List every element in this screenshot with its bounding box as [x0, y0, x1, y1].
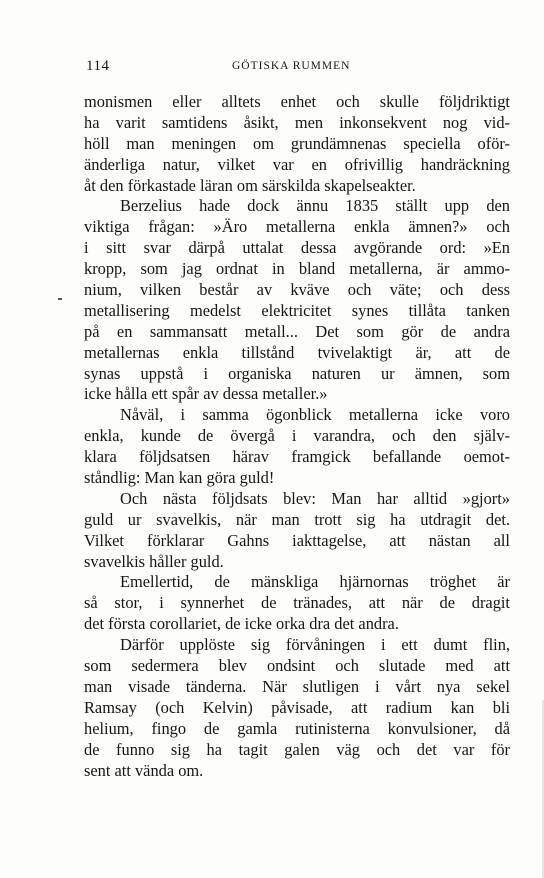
- text-line: Därför upplöste sig förvåningen i ett dumt flin,: [120, 635, 510, 655]
- text-line: monismen eller alltets enhet och skulle följdriktigt: [84, 92, 510, 111]
- running-header: [86, 58, 510, 78]
- text-line: som sedermera blev ondsint och slutade med att: [84, 656, 510, 676]
- running-title: GÖTISKA RUMMEN: [232, 60, 351, 72]
- text-line: åt den förkastade läran om särskilda skapelseakter.: [84, 175, 416, 195]
- text-line: metallernas enkla tillstånd tvivelaktigt är, att de: [84, 342, 510, 362]
- text-line: på en sammansatt metall... Det som gör de andra: [84, 321, 510, 341]
- text-line: helium, fingo de gamla rutinisterna konvulsioner, då: [84, 718, 510, 738]
- text-line: enkla, kunde de övergå i varandra, och den själv-: [84, 426, 510, 446]
- text-line: synas uppstå i organiska naturen ur ämnen, som: [84, 363, 510, 383]
- margin-mark: [58, 298, 62, 300]
- body-text: [84, 92, 510, 781]
- text-line: nium, vilken består av kväve och väte; och dess: [84, 280, 510, 300]
- text-line: det första corollariet, de icke orka dra det andra.: [84, 614, 399, 634]
- text-line: kropp, som jag ordnat in bland metallerna, är ammo-: [84, 259, 510, 279]
- text-line: ha varit samtidens åsikt, men inkonsekvent nog vid-: [84, 112, 510, 132]
- text-line: så stor, i synnerhet de tränades, att när de dragit: [84, 593, 510, 613]
- text-line: Berzelius hade dock ännu 1835 ställt upp den: [120, 196, 510, 216]
- text-line: sent att vända om.: [84, 760, 204, 780]
- text-line: metallisering medelst elektricitet synes tillåta tanken: [84, 300, 510, 320]
- text-line: man visade tänderna. När slutligen i vårt nya sekel: [84, 676, 510, 696]
- text-line: icke hålla ett spår av dessa metaller.»: [84, 384, 328, 404]
- text-line: Emellertid, de mänskliga hjärnornas tröghet är: [120, 572, 510, 592]
- text-line: Vilket förklarar Gahns iakttagelse, att nästan all: [84, 530, 510, 550]
- text-line: viktiga frågan: »Äro metallerna enkla ämnen?» och: [84, 217, 510, 237]
- text-line: Ramsay (och Kelvin) påvisade, att radium kan bli: [84, 697, 510, 717]
- text-line: klara följdsatsen härav framgick befallande oemot-: [84, 447, 510, 467]
- text-line: höll man meningen om grundämnenas speciella oför-: [84, 133, 510, 153]
- text-line: guld ur svavelkis, när man trott sig ha utdragit det.: [84, 509, 510, 529]
- page-number: 114: [86, 58, 110, 74]
- text-line: de funno sig ha tagit galen väg och det var för: [84, 739, 510, 759]
- text-line: änderliga natur, vilket var en ofrivillig handräckning: [84, 154, 510, 174]
- text-line: Nåväl, i samma ögonblick metallerna icke voro: [120, 405, 510, 425]
- text-line: Och nästa följdsats blev: Man har alltid »gjort»: [120, 488, 510, 508]
- text-line: ståndlig: Man kan göra guld!: [84, 468, 275, 488]
- text-line: i sitt svar därpå uttalat dessa avgörande ord: »En: [84, 238, 510, 258]
- text-line: svavelkis håller guld.: [84, 551, 224, 571]
